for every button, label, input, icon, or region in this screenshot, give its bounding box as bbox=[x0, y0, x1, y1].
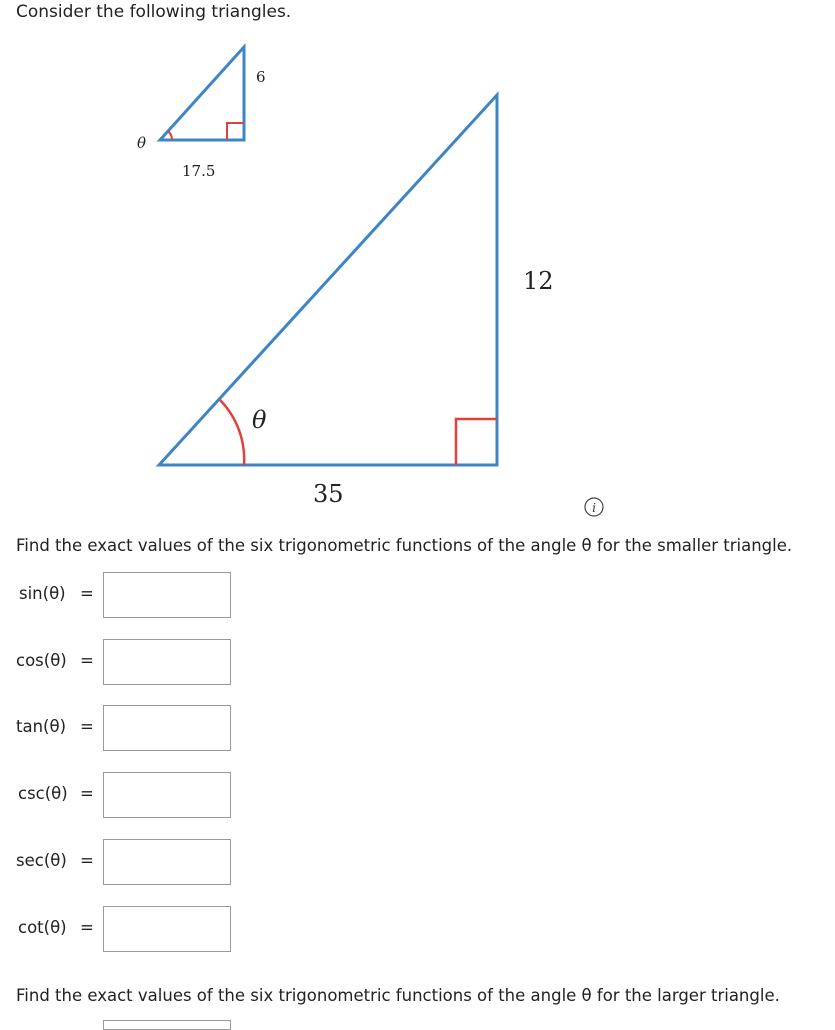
small-opposite-label: 6 bbox=[256, 68, 266, 86]
csc-answer-input[interactable] bbox=[103, 772, 231, 818]
large-angle-label: θ bbox=[252, 406, 267, 434]
small-angle-label: θ bbox=[137, 134, 147, 152]
csc-label: csc(θ) bbox=[18, 784, 68, 803]
row-sec bbox=[0, 839, 240, 885]
large-triangle-shape bbox=[159, 95, 497, 465]
tan-equals: = bbox=[80, 717, 94, 736]
large-right-angle-marker bbox=[456, 419, 497, 465]
large-adjacent-label: 35 bbox=[313, 480, 344, 508]
prompt-smaller-triangle: Find the exact values of the six trigonometric functions of the angle θ for the smaller triangle. bbox=[16, 536, 793, 555]
sin-label: sin(θ) bbox=[19, 584, 66, 603]
csc-equals: = bbox=[80, 784, 94, 803]
larger-sin-answer-input-partial[interactable] bbox=[103, 1020, 231, 1030]
cos-answer-input[interactable] bbox=[103, 639, 231, 685]
cot-answer-input[interactable] bbox=[103, 906, 231, 952]
row-sin bbox=[0, 572, 240, 618]
tan-answer-input[interactable] bbox=[103, 705, 231, 751]
row-csc bbox=[0, 772, 240, 818]
sec-answer-input[interactable] bbox=[103, 839, 231, 885]
large-opposite-label: 12 bbox=[523, 267, 554, 295]
info-icon[interactable] bbox=[585, 498, 603, 516]
sec-label: sec(θ) bbox=[16, 851, 67, 870]
row-tan bbox=[0, 705, 240, 751]
sin-equals: = bbox=[80, 584, 94, 603]
sec-equals: = bbox=[80, 851, 94, 870]
intro-text: Consider the following triangles. bbox=[16, 2, 292, 22]
svg-text:i: i bbox=[592, 501, 596, 515]
small-right-angle-marker bbox=[227, 123, 244, 140]
small-triangle bbox=[137, 47, 266, 180]
prompt-larger-triangle: Find the exact values of the six trigonometric functions of the angle θ for the larger triangle. bbox=[16, 986, 780, 1005]
large-triangle bbox=[159, 95, 554, 508]
small-adjacent-label: 17.5 bbox=[182, 162, 216, 180]
row-cot bbox=[0, 906, 240, 952]
cot-equals: = bbox=[80, 918, 94, 937]
small-triangle-shape bbox=[160, 47, 244, 140]
cos-label: cos(θ) bbox=[16, 651, 67, 670]
row-cos bbox=[0, 639, 240, 685]
cos-equals: = bbox=[80, 651, 94, 670]
large-angle-arc bbox=[220, 400, 244, 465]
tan-label: tan(θ) bbox=[16, 717, 67, 736]
sin-answer-input[interactable] bbox=[103, 572, 231, 618]
cot-label: cot(θ) bbox=[18, 918, 67, 937]
